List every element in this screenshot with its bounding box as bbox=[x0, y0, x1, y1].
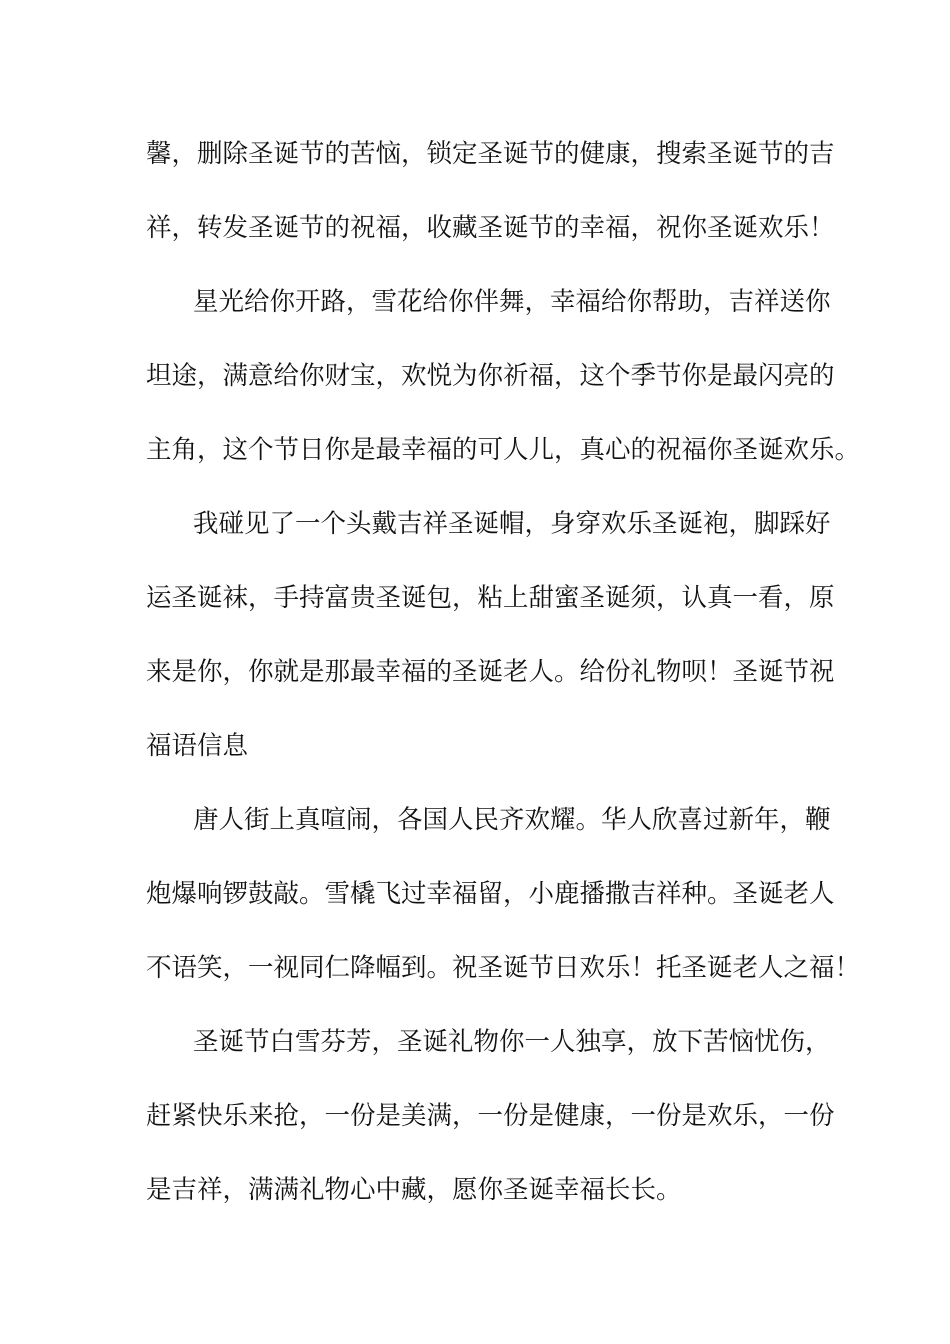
text-line: 赶紧快乐来抢，一份是美满，一份是健康，一份是欢乐，一份 bbox=[146, 1101, 835, 1131]
text-line: 唐人街上真喧闹，各国人民齐欢耀。华人欣喜过新年，鞭 bbox=[193, 805, 831, 835]
text-line: 不语笑，一视同仁降幅到。祝圣诞节日欢乐！托圣诞老人之福！ bbox=[146, 953, 861, 983]
text-line: 是吉祥，满满礼物心中藏，愿你圣诞幸福长长。 bbox=[146, 1175, 682, 1205]
text-line: 福语信息 bbox=[146, 731, 249, 761]
text-line: 星光给你开路，雪花给你伴舞，幸福给你帮助，吉祥送你 bbox=[193, 287, 831, 317]
text-line: 我碰见了一个头戴吉祥圣诞帽，身穿欢乐圣诞袍，脚踩好 bbox=[193, 509, 831, 539]
text-line: 坦途，满意给你财宝，欢悦为你祈福，这个季节你是最闪亮的 bbox=[146, 361, 835, 391]
text-line: 运圣诞袜，手持富贵圣诞包，粘上甜蜜圣诞须，认真一看，原 bbox=[146, 583, 835, 613]
text-line: 圣诞节白雪芬芳，圣诞礼物你一人独享，放下苦恼忧伤， bbox=[193, 1027, 831, 1057]
text-line: 来是你，你就是那最幸福的圣诞老人。给份礼物呗！圣诞节祝 bbox=[146, 657, 835, 687]
text-line: 炮爆响锣鼓敲。雪橇飞过幸福留，小鹿播撒吉祥种。圣诞老人 bbox=[146, 879, 835, 909]
text-line: 祥，转发圣诞节的祝福，收藏圣诞节的幸福，祝你圣诞欢乐！ bbox=[146, 213, 835, 243]
text-line: 主角，这个节日你是最幸福的可人儿，真心的祝福你圣诞欢乐。 bbox=[146, 435, 861, 465]
text-line: 馨，删除圣诞节的苦恼，锁定圣诞节的健康，搜索圣诞节的吉 bbox=[146, 139, 835, 169]
